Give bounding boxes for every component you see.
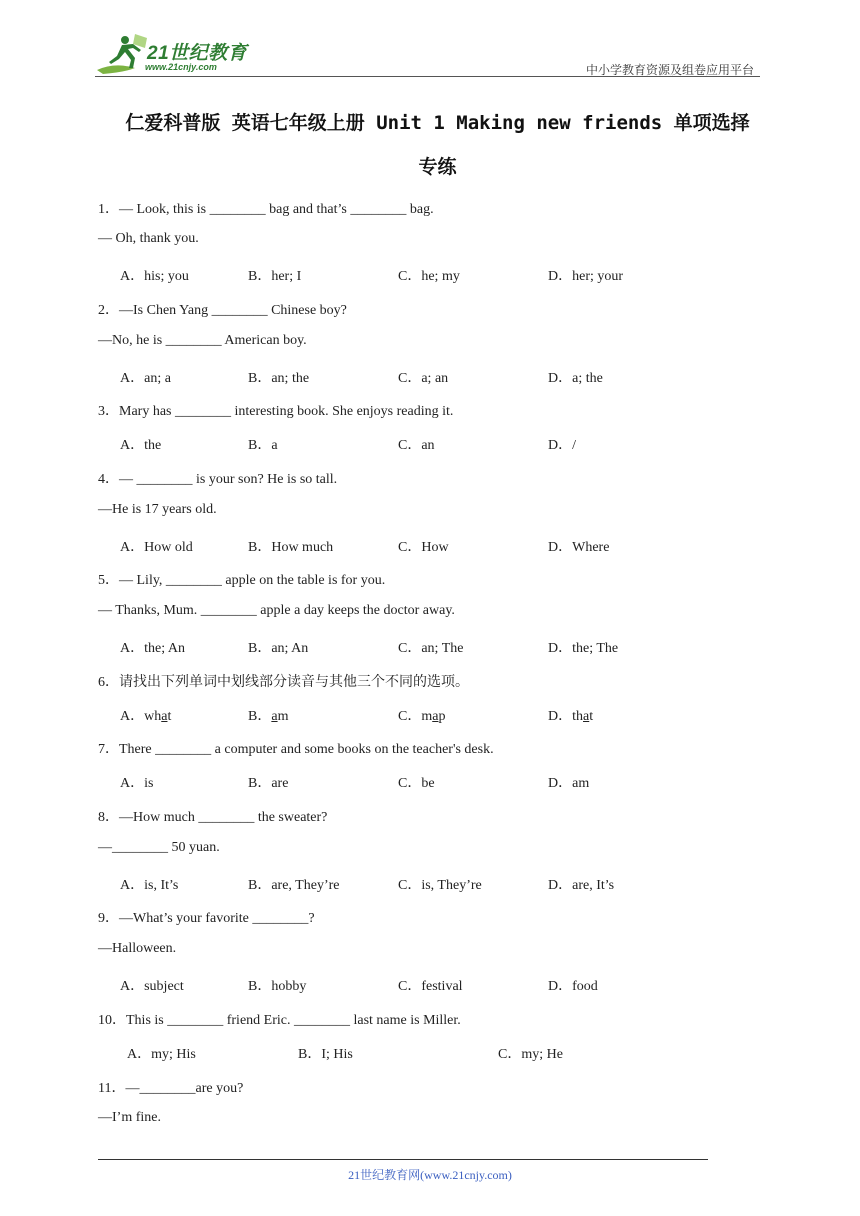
- question-3-stem: 3．Mary has ________ interesting book. She enjoys reading it.: [98, 404, 454, 419]
- logo-url: www.21cnjy.com: [145, 62, 217, 72]
- word-part: p: [438, 709, 446, 724]
- question-2-reply: —No, he is ________ American boy.: [98, 333, 307, 348]
- question-10-stem: 10．This is ________ friend Eric. ________ last name is Miller.: [98, 1013, 461, 1028]
- underlined-letter: a: [432, 709, 439, 724]
- question-11-reply: —I’m fine.: [98, 1110, 161, 1125]
- word-part: th: [572, 709, 584, 724]
- word-part: wh: [144, 709, 162, 724]
- word-part: m: [421, 709, 433, 724]
- option-letter: A．: [120, 709, 145, 724]
- platform-tagline: 中小学教育资源及组卷应用平台: [585, 63, 754, 77]
- question-2-option-b: B．an; the: [248, 371, 310, 386]
- logo-wordmark: 21世纪教育: [147, 43, 248, 64]
- question-3-option-b: B．a: [248, 438, 278, 453]
- option-letter: C．: [398, 709, 422, 724]
- underlined-letter: a: [161, 709, 168, 724]
- word-part: t: [589, 709, 594, 724]
- page-footer: 21世纪教育网(www.21cnjy.com): [348, 1168, 512, 1182]
- option-letter: B．: [248, 709, 272, 724]
- question-9-reply: —Halloween.: [98, 941, 177, 956]
- question-5-option-b: B．an; An: [248, 641, 309, 656]
- question-1-stem: 1．— Look, this is ________ bag and that’s ________ bag.: [98, 202, 434, 217]
- question-2-stem: 2．—Is Chen Yang ________ Chinese boy?: [98, 303, 347, 318]
- question-6-option-c: [398, 705, 445, 725]
- question-10-option-c: C．my; He: [498, 1047, 563, 1062]
- question-10-option-a: A．my; His: [127, 1047, 196, 1062]
- question-8-option-b: B．are, They’re: [248, 878, 340, 893]
- question-8-option-c: C．is, They’re: [398, 878, 482, 893]
- question-8-option-d: D．are, It’s: [548, 878, 615, 893]
- header-divider: [95, 76, 760, 77]
- question-7-option-a: A．is: [120, 776, 154, 791]
- question-11-stem: 11．—________are you?: [98, 1081, 244, 1096]
- question-2-option-d: D．a; the: [548, 371, 603, 386]
- question-5-option-d: D．the; The: [548, 641, 619, 656]
- question-9-option-d: D．food: [548, 979, 598, 994]
- footer-divider: [98, 1159, 708, 1160]
- question-6-option-d: [548, 705, 593, 725]
- question-6-option-b: [248, 705, 288, 725]
- question-2-option-a: A．an; a: [120, 371, 171, 386]
- question-4-reply: —He is 17 years old.: [98, 502, 217, 517]
- runner-icon: [95, 32, 149, 78]
- question-9-stem: 9．—What’s your favorite ________?: [98, 911, 315, 926]
- question-7-stem: 7．There ________ a computer and some books on the teacher's desk.: [98, 742, 494, 757]
- question-4-option-a: A．How old: [120, 540, 193, 555]
- question-5-reply: — Thanks, Mum. ________ apple a day keeps the doctor away.: [98, 603, 455, 618]
- question-4-option-d: D．Where: [548, 540, 610, 555]
- question-6-option-a: [120, 705, 171, 725]
- question-3-option-c: C．an: [398, 438, 435, 453]
- question-5-stem: 5．— Lily, ________ apple on the table is for you.: [98, 573, 386, 588]
- question-4-stem: 4．— ________ is your son? He is so tall.: [98, 472, 338, 487]
- question-5-option-a: A．the; An: [120, 641, 185, 656]
- question-1-option-a: A．his; you: [120, 269, 189, 284]
- question-1-option-d: D．her; your: [548, 269, 624, 284]
- question-9-option-c: C．festival: [398, 979, 463, 994]
- question-6-stem: 6．请找出下列单词中划线部分读音与其他三个不同的选项。: [98, 675, 469, 690]
- page-title-line2: 专练: [418, 156, 457, 178]
- question-9-option-b: B．hobby: [248, 979, 307, 994]
- page-header: [95, 32, 760, 78]
- question-4-option-b: B．How much: [248, 540, 334, 555]
- question-5-option-c: C．an; The: [398, 641, 464, 656]
- question-10-option-b: B．I; His: [298, 1047, 353, 1062]
- underlined-letter: a: [271, 709, 278, 724]
- question-2-option-c: C．a; an: [398, 371, 449, 386]
- underlined-letter: a: [583, 709, 590, 724]
- word-part: m: [277, 709, 289, 724]
- question-1-option-b: B．her; I: [248, 269, 302, 284]
- page-title: 仁爱科普版 英语七年级上册 Unit 1 Making new friends 单项选择: [125, 112, 750, 134]
- question-3-option-a: A．the: [120, 438, 162, 453]
- site-logo: [95, 32, 265, 78]
- question-1-option-c: C．he; my: [398, 269, 460, 284]
- question-7-option-b: B．are: [248, 776, 289, 791]
- question-8-option-a: A．is, It’s: [120, 878, 179, 893]
- question-4-option-c: C．How: [398, 540, 449, 555]
- word-part: t: [167, 709, 172, 724]
- question-8-stem: 8．—How much ________ the sweater?: [98, 810, 328, 825]
- question-8-reply: —________ 50 yuan.: [98, 840, 220, 855]
- question-1-reply: — Oh, thank you.: [98, 231, 199, 246]
- question-7-option-c: C．be: [398, 776, 435, 791]
- option-letter: D．: [548, 709, 573, 724]
- question-3-option-d: D．/: [548, 438, 576, 453]
- question-9-option-a: A．subject: [120, 979, 184, 994]
- question-7-option-d: D．am: [548, 776, 590, 791]
